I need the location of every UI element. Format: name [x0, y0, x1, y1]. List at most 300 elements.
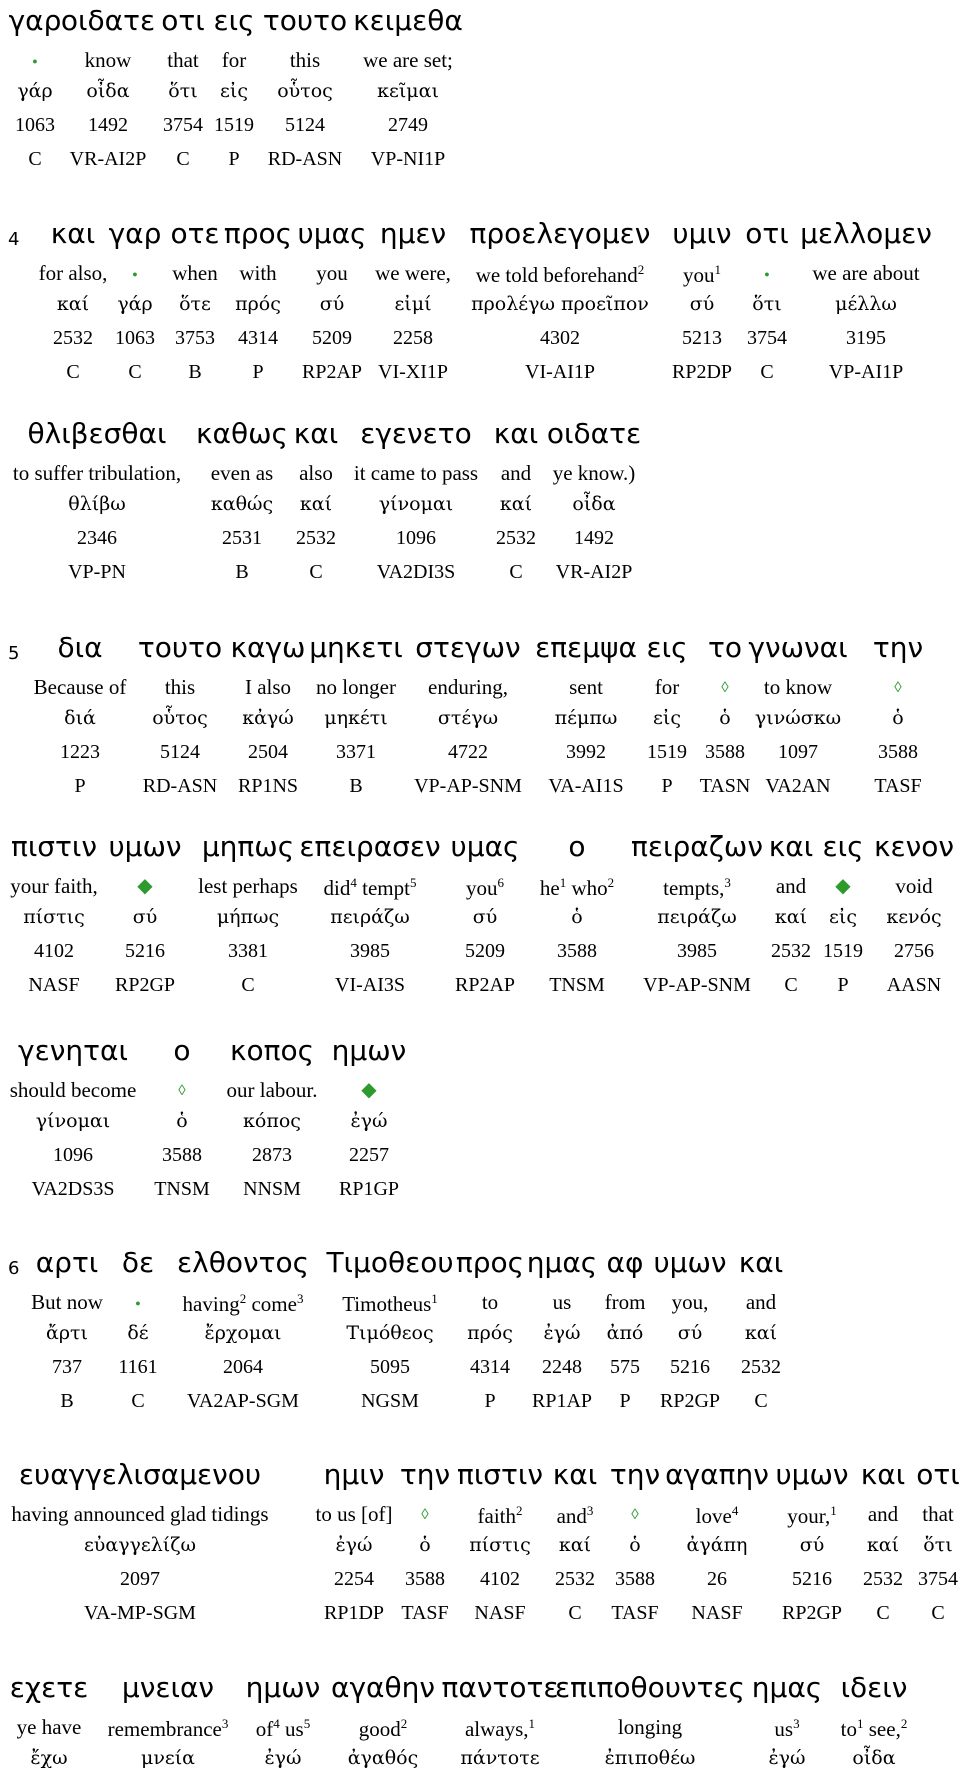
greek-lexeme: ὁ	[419, 1534, 431, 1556]
strongs-number: 3588	[162, 1144, 202, 1166]
gloss-text: having	[182, 1292, 240, 1316]
greek-lexeme: διά	[64, 707, 96, 729]
greek-lexeme: πρός	[235, 293, 281, 315]
morphology-code: C	[128, 361, 142, 383]
english-gloss: this	[164, 675, 196, 699]
greek-word: προς	[455, 1246, 525, 1279]
english-gloss	[466, 876, 504, 899]
greek-lexeme: ὁ	[629, 1534, 641, 1556]
morphology-code: TASF	[874, 775, 922, 797]
english-gloss	[32, 50, 37, 71]
english-gloss: to	[481, 1290, 499, 1314]
english-gloss: no longer	[316, 675, 396, 699]
strongs-number: 2254	[334, 1568, 374, 1590]
greek-word: και	[738, 1246, 784, 1279]
strongs-number: 4314	[470, 1356, 510, 1378]
english-gloss: longing	[617, 1715, 683, 1739]
greek-lexeme: γινώσκω	[754, 707, 842, 729]
english-gloss: and	[745, 1290, 777, 1314]
greek-word: δια	[57, 631, 103, 664]
english-gloss: and	[867, 1502, 899, 1526]
morphology-code: C	[568, 1602, 582, 1624]
morphology-code: VR-AI2P	[69, 148, 147, 170]
strongs-number: 2504	[248, 741, 288, 763]
gloss-text: we told beforehand	[475, 263, 638, 287]
greek-word: την	[872, 631, 924, 664]
greek-word: ημας	[526, 1246, 598, 1279]
strongs-number: 4102	[480, 1568, 520, 1590]
strongs-number: 1063	[15, 114, 55, 136]
morphology-code: VP-PN	[68, 561, 126, 583]
verse-number: 6	[8, 1258, 20, 1279]
english-gloss	[361, 1080, 376, 1101]
greek-word: ο	[173, 1034, 191, 1067]
word-order-index: 2	[239, 1291, 247, 1306]
strongs-number: 2532	[496, 527, 536, 549]
greek-lexeme: μηκέτι	[324, 707, 388, 729]
greek-lexeme: καθώς	[210, 493, 274, 515]
strongs-number: 3195	[846, 327, 886, 349]
strongs-number: 2532	[741, 1356, 781, 1378]
morphology-code: VI-AI1P	[525, 361, 595, 383]
greek-word: κειμεθα	[353, 4, 463, 37]
strongs-number: 2749	[388, 114, 428, 136]
greek-word: μνειαν	[121, 1671, 215, 1704]
word-order-index: 1	[431, 1291, 438, 1306]
greek-lexeme: ὅτι	[923, 1534, 953, 1556]
untranslated-marker-open-diamond-icon: ◊	[421, 1507, 429, 1523]
word-order-index: 1	[528, 1716, 536, 1731]
greek-word: γαρ	[8, 4, 62, 37]
strongs-number: 5209	[312, 327, 352, 349]
interlinear-block-6	[0, 1034, 960, 1200]
word-order-index: 3	[793, 1716, 800, 1731]
strongs-number: 2532	[555, 1568, 595, 1590]
untranslated-marker-open-diamond-icon: ◊	[894, 680, 902, 696]
english-gloss	[135, 1292, 140, 1313]
greek-word: πιστιν	[456, 1458, 544, 1491]
morphology-code: TNSM	[154, 1178, 210, 1200]
english-gloss	[721, 677, 728, 698]
greek-word: καθως	[196, 417, 288, 450]
morphology-code: VR-AI2P	[555, 561, 633, 583]
greek-word: και	[293, 417, 339, 450]
strongs-number: 1223	[60, 741, 100, 763]
greek-word: ημιν	[323, 1458, 385, 1491]
greek-word: τουτο	[262, 4, 348, 37]
word-order-index: 1	[830, 1503, 837, 1518]
english-gloss	[359, 1717, 408, 1740]
untranslated-marker-open-diamond-icon: ◊	[631, 1507, 639, 1523]
english-gloss: we are about	[812, 261, 920, 285]
morphology-code: RP2GP	[659, 1390, 721, 1412]
strongs-number: 1492	[88, 114, 128, 136]
strongs-number: 2532	[863, 1568, 903, 1590]
word-order-index: 1	[559, 875, 567, 890]
greek-lexeme: γάρ	[17, 80, 53, 102]
greek-lexeme: θλίβω	[68, 493, 126, 515]
english-gloss: that	[922, 1502, 954, 1526]
english-gloss: we were,	[375, 261, 451, 285]
strongs-number: 1096	[53, 1144, 93, 1166]
greek-word: υμων	[108, 830, 182, 863]
greek-word: ιδειν	[840, 1671, 908, 1704]
strongs-number: 5095	[370, 1356, 410, 1378]
morphology-code: C	[28, 148, 42, 170]
greek-word: υμων	[775, 1458, 849, 1491]
gloss-text: and	[556, 1504, 587, 1528]
greek-lexeme: εἰμί	[394, 293, 432, 315]
greek-lexeme: ὅτε	[179, 293, 211, 315]
morphology-code: AASN	[886, 974, 942, 996]
greek-word: στεγων	[415, 631, 521, 664]
strongs-number: 737	[52, 1356, 82, 1378]
greek-word: γαρ	[108, 217, 162, 250]
english-gloss: this	[289, 48, 321, 72]
greek-lexeme: ἀπό	[606, 1322, 644, 1344]
greek-lexeme: ἐγώ	[768, 1747, 806, 1769]
morphology-code: P	[661, 775, 673, 797]
greek-word: επειρασεν	[299, 830, 441, 863]
morphology-code: B	[349, 775, 363, 797]
greek-word: υμων	[653, 1246, 727, 1279]
greek-lexeme: ὁ	[719, 707, 731, 729]
greek-lexeme: κενός	[886, 906, 942, 928]
gloss-text: you	[683, 263, 715, 287]
english-gloss	[256, 1717, 310, 1740]
word-order-index-2: 2	[607, 875, 615, 890]
greek-word: ημων	[245, 1671, 321, 1704]
strongs-number: 4302	[540, 327, 580, 349]
greek-word: οτι	[161, 4, 205, 37]
greek-lexeme: δέ	[127, 1322, 149, 1344]
greek-lexeme: πρός	[467, 1322, 513, 1344]
greek-lexeme: πίστις	[23, 906, 85, 928]
greek-lexeme: προλέγω προεῖπον	[471, 293, 649, 315]
greek-lexeme: πειράζω	[657, 906, 737, 928]
morphology-code: TASF	[611, 1602, 659, 1624]
gloss-text: of	[255, 1717, 274, 1741]
english-gloss: our labour.	[226, 1078, 318, 1102]
english-gloss: void	[895, 874, 933, 898]
greek-lexeme: μνεία	[140, 1747, 196, 1769]
english-gloss: when	[172, 261, 218, 285]
strongs-number: 26	[707, 1568, 727, 1590]
english-gloss	[663, 876, 731, 899]
greek-lexeme: πέμπω	[554, 707, 618, 729]
greek-lexeme: καί	[744, 1322, 778, 1344]
english-gloss: and	[500, 461, 532, 485]
greek-lexeme: καί	[299, 493, 333, 515]
strongs-number: 3588	[878, 741, 918, 763]
strongs-number: 1096	[396, 527, 436, 549]
greek-word: οιδατε	[60, 4, 156, 37]
greek-word: ευαγγελισαμενου	[18, 1458, 262, 1491]
morphology-code: RP2DP	[671, 361, 733, 383]
greek-word: κενον	[873, 830, 955, 863]
greek-lexeme: σύ	[677, 1322, 703, 1344]
greek-lexeme: σύ	[132, 906, 158, 928]
greek-word: ο	[568, 830, 586, 863]
english-gloss: your faith,	[10, 874, 98, 898]
interlinear-block-2	[0, 217, 960, 383]
untranslated-marker-open-diamond-icon: ◊	[721, 680, 729, 696]
word-order-index: 4	[731, 1503, 739, 1518]
strongs-number: 3588	[405, 1568, 445, 1590]
greek-word: και	[860, 1458, 906, 1491]
gloss-text: he	[539, 876, 560, 900]
morphology-code: TNSM	[549, 974, 605, 996]
word-order-index-2: 3	[296, 1291, 304, 1306]
english-gloss	[421, 1504, 428, 1525]
strongs-number: 5124	[285, 114, 325, 136]
gloss-text-2: see,	[863, 1717, 901, 1741]
greek-lexeme: κόπος	[243, 1110, 301, 1132]
morphology-code: C	[509, 561, 523, 583]
english-gloss	[476, 263, 645, 286]
greek-word: και	[768, 830, 814, 863]
greek-lexeme: σύ	[472, 906, 498, 928]
english-gloss: and	[775, 874, 807, 898]
interlinear-block-8	[0, 1458, 960, 1624]
morphology-code: RP1NS	[237, 775, 299, 797]
morphology-code: VA2AN	[765, 775, 831, 797]
greek-word: ημας	[751, 1671, 823, 1704]
gloss-text: faith	[477, 1504, 516, 1528]
english-gloss: you	[316, 261, 348, 285]
strongs-number: 1063	[115, 327, 155, 349]
word-order-index: 1	[857, 1716, 864, 1731]
greek-lexeme: οἶδα	[86, 80, 130, 102]
morphology-code: B	[188, 361, 202, 383]
greek-lexeme: ὁ	[571, 906, 583, 928]
greek-word: αγαθην	[330, 1671, 436, 1704]
greek-lexeme: γάρ	[117, 293, 153, 315]
morphology-code: NASF	[474, 1602, 526, 1624]
english-gloss	[465, 1717, 535, 1740]
greek-lexeme: ἔρχομαι	[204, 1322, 282, 1344]
english-gloss: know	[84, 48, 132, 72]
strongs-number: 2258	[393, 327, 433, 349]
morphology-code: VA-MP-SGM	[84, 1602, 196, 1624]
greek-word: κοπος	[229, 1034, 315, 1067]
english-gloss: you,	[671, 1290, 709, 1314]
english-gloss	[137, 876, 152, 897]
english-gloss	[841, 1717, 908, 1740]
english-gloss	[894, 677, 901, 698]
strongs-number: 3754	[918, 1568, 958, 1590]
strongs-number: 3754	[163, 114, 203, 136]
english-gloss	[557, 1504, 594, 1527]
greek-word: εχετε	[9, 1671, 89, 1704]
greek-word: οτι	[745, 217, 789, 250]
morphology-code: NASF	[691, 1602, 743, 1624]
greek-lexeme: γίνομαι	[35, 1110, 111, 1132]
greek-word: μελλομεν	[800, 217, 932, 250]
gloss-text: good	[358, 1717, 401, 1741]
gloss-text-2: tempt	[356, 876, 410, 900]
strongs-number: 5216	[670, 1356, 710, 1378]
greek-lexeme: πάντοτε	[460, 1747, 540, 1769]
morphology-code: RP1GP	[338, 1178, 400, 1200]
greek-lexeme: σύ	[689, 293, 715, 315]
english-gloss: it came to pass	[353, 461, 479, 485]
english-gloss	[631, 1504, 638, 1525]
verse-number: 4	[8, 229, 20, 250]
greek-lexeme: εἰς	[220, 80, 248, 102]
english-gloss: even as	[210, 461, 274, 485]
morphology-code: VP-AP-SNM	[643, 974, 751, 996]
greek-word: Τιμοθεου	[326, 1246, 454, 1279]
english-gloss: to suffer tribulation,	[12, 461, 182, 485]
english-gloss: ye have	[16, 1715, 82, 1739]
greek-lexeme: οὗτος	[152, 707, 208, 729]
strongs-number: 1519	[823, 940, 863, 962]
strongs-number: 5216	[125, 940, 165, 962]
morphology-code: VA-AI1S	[548, 775, 624, 797]
greek-word: υμιν	[672, 217, 732, 250]
morphology-code: RP2GP	[114, 974, 176, 996]
greek-word: εις	[213, 4, 255, 37]
greek-lexeme: ἐγώ	[350, 1110, 388, 1132]
greek-lexeme: καί	[56, 293, 90, 315]
morphology-code: P	[619, 1390, 631, 1412]
greek-word: μηκετι	[309, 631, 403, 664]
morphology-code: RP2AP	[301, 361, 363, 383]
english-gloss	[324, 876, 417, 899]
untranslated-marker-dot-icon: ●	[32, 56, 38, 66]
greek-lexeme: μέλλω	[835, 293, 897, 315]
morphology-code: TASF	[401, 1602, 449, 1624]
greek-word: την	[399, 1458, 451, 1491]
english-gloss	[478, 1504, 523, 1527]
strongs-number: 4314	[238, 327, 278, 349]
greek-word: το	[708, 631, 742, 664]
strongs-number: 2531	[222, 527, 262, 549]
morphology-code: C	[131, 1390, 145, 1412]
english-gloss	[540, 876, 614, 899]
greek-word: τουτο	[137, 631, 223, 664]
morphology-code: C	[760, 361, 774, 383]
english-gloss	[835, 876, 850, 897]
greek-lexeme: ἐγώ	[543, 1322, 581, 1344]
word-order-index-2: 5	[303, 1716, 311, 1731]
english-gloss: for	[221, 48, 247, 72]
gloss-text: you	[466, 876, 498, 900]
english-gloss: I also	[244, 675, 292, 699]
verse-number: 5	[8, 643, 20, 664]
greek-word: θλιβεσθαι	[27, 417, 167, 450]
morphology-code: VA2DI3S	[376, 561, 456, 583]
strongs-number: 1519	[214, 114, 254, 136]
morphology-code: RP2AP	[454, 974, 516, 996]
strongs-number: 3753	[175, 327, 215, 349]
greek-word: την	[609, 1458, 661, 1491]
strongs-number: 5216	[792, 1568, 832, 1590]
strongs-number: 1519	[647, 741, 687, 763]
greek-word: μηπως	[201, 830, 295, 863]
english-gloss: to us [of]	[315, 1502, 393, 1526]
english-gloss: should become	[9, 1078, 137, 1102]
morphology-code: RP1DP	[323, 1602, 385, 1624]
english-gloss	[132, 263, 137, 284]
greek-word: οτι	[916, 1458, 960, 1491]
strongs-number: 2756	[894, 940, 934, 962]
gloss-text-2: come	[246, 1292, 297, 1316]
greek-word: παντοτε	[441, 1671, 559, 1704]
english-gloss	[696, 1504, 739, 1527]
morphology-code: VP-AP-SNM	[414, 775, 522, 797]
english-gloss: sent	[569, 675, 603, 699]
greek-lexeme: στέγω	[437, 707, 499, 729]
greek-word: γενηται	[18, 1034, 128, 1067]
greek-lexeme: μήπως	[216, 906, 280, 928]
greek-lexeme: σύ	[319, 293, 345, 315]
greek-lexeme: καί	[866, 1534, 900, 1556]
english-gloss: us	[552, 1290, 572, 1314]
greek-word: αγαπην	[665, 1458, 769, 1491]
english-gloss: with	[239, 261, 277, 285]
greek-word: εις	[822, 830, 864, 863]
gloss-text: did	[323, 876, 351, 900]
word-order-index: 2	[400, 1716, 408, 1731]
morphology-code: NASF	[28, 974, 80, 996]
morphology-code: P	[252, 361, 264, 383]
interlinear-block-7	[0, 1246, 960, 1412]
greek-word: υμας	[297, 217, 367, 250]
interlinear-block-9	[0, 1671, 960, 1769]
morphology-code: VI-XI1P	[378, 361, 448, 383]
untranslated-marker-open-diamond-icon: ◊	[178, 1083, 186, 1099]
morphology-code: C	[309, 561, 323, 583]
word-order-index: 3	[586, 1503, 594, 1518]
interlinear-block-4	[0, 631, 960, 797]
morphology-code: RP2GP	[781, 1602, 843, 1624]
strongs-number: 1097	[778, 741, 818, 763]
strongs-number: 2257	[349, 1144, 389, 1166]
greek-lexeme: σύ	[799, 1534, 825, 1556]
greek-lexeme: Τιμόθεος	[346, 1322, 434, 1344]
greek-word: οτε	[170, 217, 220, 250]
greek-lexeme: ἐγώ	[264, 1747, 302, 1769]
greek-lexeme: πειράζω	[330, 906, 410, 928]
greek-word: προς	[223, 217, 293, 250]
greek-lexeme: ἀγαθός	[347, 1747, 419, 1769]
greek-lexeme: κεῖμαι	[377, 80, 439, 102]
greek-word: και	[50, 217, 96, 250]
word-order-index-2: 2	[900, 1716, 908, 1731]
gloss-text: remembrance	[107, 1717, 222, 1741]
greek-lexeme: ἔχω	[30, 1747, 68, 1769]
word-order-index: 6	[497, 875, 504, 890]
greek-lexeme: ἄρτι	[46, 1322, 88, 1344]
morphology-code: VP-NI1P	[370, 148, 446, 170]
greek-lexeme: ὁ	[892, 707, 904, 729]
english-gloss: lest perhaps	[198, 874, 298, 898]
english-gloss	[342, 1292, 438, 1315]
morphology-code: VA2AP-SGM	[187, 1390, 299, 1412]
greek-word: ελθοντος	[176, 1246, 310, 1279]
english-gloss	[764, 263, 769, 284]
morphology-code: P	[228, 148, 240, 170]
untranslated-marker-dot-icon: ●	[764, 269, 770, 279]
strongs-number: 2532	[53, 327, 93, 349]
greek-word: και	[552, 1458, 598, 1491]
interlinear-block-3	[0, 417, 960, 583]
strongs-number: 3588	[615, 1568, 655, 1590]
strongs-number: 2064	[223, 1356, 263, 1378]
english-gloss: we are set;	[363, 48, 453, 72]
